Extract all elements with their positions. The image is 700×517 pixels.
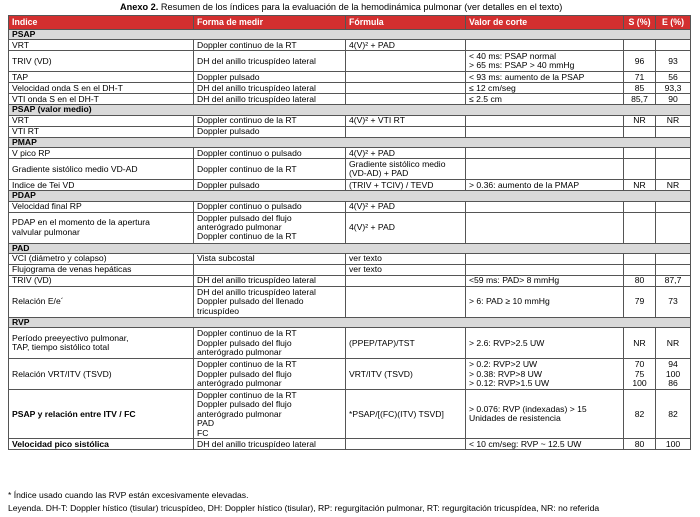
table-row bbox=[9, 126, 691, 137]
cell-e bbox=[656, 40, 691, 51]
cell-formula: (PPEP/TAP)/TST bbox=[346, 328, 466, 359]
cell-indice: Relación E/e´ bbox=[9, 287, 194, 318]
cell-forma: Doppler continuo de la RT Doppler pulsado del flujo anterógrado pulmonar bbox=[194, 359, 346, 390]
cell-e: 93 bbox=[656, 51, 691, 72]
cell-e bbox=[656, 254, 691, 265]
cell-valor-corte: ≤ 2.5 cm bbox=[466, 94, 624, 105]
cell-s bbox=[624, 212, 656, 243]
caption-prefix: Anexo 2. bbox=[120, 2, 159, 12]
cell-valor-corte bbox=[466, 40, 624, 51]
cell-indice: Período preeyectivo pulmonar, TAP, tiempo sistólico total bbox=[9, 328, 194, 359]
cell-indice: PSAP y relación entre ITV / FC bbox=[9, 390, 194, 439]
table-header-row bbox=[9, 16, 691, 30]
table-row bbox=[9, 148, 691, 159]
section-row bbox=[9, 191, 691, 201]
cell-e: 94 100 86 bbox=[656, 359, 691, 390]
cell-formula bbox=[346, 276, 466, 287]
cell-forma: Doppler pulsado bbox=[194, 72, 346, 83]
cell-formula: 4(V)² + PAD bbox=[346, 40, 466, 51]
cell-indice: Flujograma de venas hepáticas bbox=[9, 265, 194, 276]
cell-e bbox=[656, 126, 691, 137]
cell-e: NR bbox=[656, 115, 691, 126]
cell-s bbox=[624, 148, 656, 159]
cell-s: NR bbox=[624, 180, 656, 191]
header-formula: Fórmula bbox=[346, 16, 466, 30]
cell-forma: DH del anillo tricuspídeo lateral bbox=[194, 276, 346, 287]
table-row bbox=[9, 212, 691, 243]
section-label: PMAP bbox=[9, 137, 691, 147]
cell-indice: TAP bbox=[9, 72, 194, 83]
cell-valor-corte: > 6: PAD ≥ 10 mmHg bbox=[466, 287, 624, 318]
cell-indice: Relación VRT/ITV (TSVD) bbox=[9, 359, 194, 390]
cell-forma: Doppler continuo o pulsado bbox=[194, 201, 346, 212]
table-row bbox=[9, 276, 691, 287]
cell-indice: PDAP en el momento de la apertura valvular pulmonar bbox=[9, 212, 194, 243]
cell-s: 70 75 100 bbox=[624, 359, 656, 390]
cell-valor-corte: > 0.076: RVP (indexadas) > 15 Unidades de resistencia bbox=[466, 390, 624, 439]
cell-forma: Doppler continuo de la RT bbox=[194, 159, 346, 180]
cell-forma: Doppler continuo o pulsado bbox=[194, 148, 346, 159]
cell-formula bbox=[346, 94, 466, 105]
cell-indice: VRT bbox=[9, 40, 194, 51]
cell-forma: DH del anillo tricuspídeo lateral bbox=[194, 83, 346, 94]
cell-forma: Doppler continuo de la RT bbox=[194, 40, 346, 51]
cell-forma: Doppler pulsado del flujo anterógrado pulmonar Doppler continuo de la RT bbox=[194, 212, 346, 243]
header-valor-de-corte: Valor de corte bbox=[466, 16, 624, 30]
cell-indice: VTI onda S en el DH-T bbox=[9, 94, 194, 105]
footnote-legend: Leyenda. DH-T: Doppler hístico (tisular) tricuspídeo, DH: Doppler hístico (tisular), RP: regurgitación pulmonar, RT: regurgitación tricuspídea, NR: no referida bbox=[8, 503, 600, 513]
cell-valor-corte bbox=[466, 148, 624, 159]
cell-indice: VCI (diámetro y colapso) bbox=[9, 254, 194, 265]
cell-formula: 4(V)² + PAD bbox=[346, 201, 466, 212]
cell-valor-corte bbox=[466, 201, 624, 212]
cell-formula: ver texto bbox=[346, 265, 466, 276]
footnote-asterisk: * Índice usado cuando las RVP están excesivamente elevadas. bbox=[8, 490, 249, 500]
cell-indice: TRIV (VD) bbox=[9, 51, 194, 72]
table-row bbox=[9, 254, 691, 265]
cell-forma: Vista subcostal bbox=[194, 254, 346, 265]
cell-s: 79 bbox=[624, 287, 656, 318]
cell-valor-corte: < 10 cm/seg: RVP ~ 12.5 UW bbox=[466, 439, 624, 450]
cell-formula: VRT/ITV (TSVD) bbox=[346, 359, 466, 390]
cell-formula: 4(V)² + PAD bbox=[346, 212, 466, 243]
header-indice: Indice bbox=[9, 16, 194, 30]
cell-e: 73 bbox=[656, 287, 691, 318]
header-forma-de-medir: Forma de medir bbox=[194, 16, 346, 30]
cell-forma: DH del anillo tricuspídeo lateral Doppler pulsado del llenado tricuspídeo bbox=[194, 287, 346, 318]
cell-formula: Gradiente sistólico medio (VD-AD) + PAD bbox=[346, 159, 466, 180]
cell-s: 71 bbox=[624, 72, 656, 83]
section-label: PSAP bbox=[9, 30, 691, 40]
cell-s: 96 bbox=[624, 51, 656, 72]
table-row bbox=[9, 439, 691, 450]
table-row bbox=[9, 159, 691, 180]
table-row bbox=[9, 83, 691, 94]
section-label: PAD bbox=[9, 243, 691, 253]
cell-forma: DH del anillo tricuspídeo lateral bbox=[194, 94, 346, 105]
cell-s bbox=[624, 265, 656, 276]
cell-e bbox=[656, 148, 691, 159]
table-body bbox=[9, 30, 691, 450]
cell-indice: TRIV (VD) bbox=[9, 276, 194, 287]
cell-valor-corte: ≤ 12 cm/seg bbox=[466, 83, 624, 94]
table-caption bbox=[120, 2, 562, 12]
table-row bbox=[9, 265, 691, 276]
cell-forma: DH del anillo tricuspídeo lateral bbox=[194, 439, 346, 450]
cell-e: 56 bbox=[656, 72, 691, 83]
cell-forma: DH del anillo tricuspídeo lateral bbox=[194, 51, 346, 72]
table-row bbox=[9, 115, 691, 126]
cell-e: 82 bbox=[656, 390, 691, 439]
cell-e bbox=[656, 201, 691, 212]
section-row bbox=[9, 30, 691, 40]
cell-formula: (TRIV + TCIV) / TEVD bbox=[346, 180, 466, 191]
header-especificidad: E (%) bbox=[656, 16, 691, 30]
cell-forma: Doppler continuo de la RT bbox=[194, 115, 346, 126]
cell-indice: Indice de Tei VD bbox=[9, 180, 194, 191]
section-label: PDAP bbox=[9, 191, 691, 201]
cell-formula: 4(V)² + PAD bbox=[346, 148, 466, 159]
table-row bbox=[9, 287, 691, 318]
cell-valor-corte bbox=[466, 159, 624, 180]
cell-s: 85 bbox=[624, 83, 656, 94]
cell-formula bbox=[346, 51, 466, 72]
cell-formula bbox=[346, 439, 466, 450]
cell-valor-corte bbox=[466, 265, 624, 276]
cell-e: NR bbox=[656, 180, 691, 191]
cell-indice: Velocidad pico sistólica bbox=[9, 439, 194, 450]
table-row bbox=[9, 201, 691, 212]
section-label: PSAP (valor medio) bbox=[9, 105, 691, 115]
cell-forma: Doppler pulsado bbox=[194, 180, 346, 191]
table-row bbox=[9, 390, 691, 439]
cell-s: 80 bbox=[624, 276, 656, 287]
cell-s bbox=[624, 159, 656, 180]
cell-valor-corte bbox=[466, 254, 624, 265]
cell-indice: Velocidad final RP bbox=[9, 201, 194, 212]
cell-s bbox=[624, 254, 656, 265]
cell-e: NR bbox=[656, 328, 691, 359]
cell-e: 87,7 bbox=[656, 276, 691, 287]
cell-s bbox=[624, 40, 656, 51]
cell-s: 85,7 bbox=[624, 94, 656, 105]
cell-formula bbox=[346, 126, 466, 137]
cell-formula: *PSAP/[(FC)(ITV) TSVD] bbox=[346, 390, 466, 439]
cell-e: 100 bbox=[656, 439, 691, 450]
cell-valor-corte bbox=[466, 126, 624, 137]
table-row bbox=[9, 51, 691, 72]
table-row bbox=[9, 94, 691, 105]
cell-forma: Doppler continuo de la RT Doppler pulsado del flujo anterógrado pulmonar bbox=[194, 328, 346, 359]
cell-s bbox=[624, 201, 656, 212]
cell-e bbox=[656, 212, 691, 243]
cell-s bbox=[624, 126, 656, 137]
cell-formula: ver texto bbox=[346, 254, 466, 265]
section-row bbox=[9, 318, 691, 328]
hemodynamics-table bbox=[8, 15, 691, 450]
cell-formula bbox=[346, 83, 466, 94]
cell-valor-corte: > 2.6: RVP>2.5 UW bbox=[466, 328, 624, 359]
cell-formula bbox=[346, 287, 466, 318]
section-row bbox=[9, 137, 691, 147]
cell-indice: V pico RP bbox=[9, 148, 194, 159]
table-row bbox=[9, 72, 691, 83]
cell-forma: Doppler continuo de la RT Doppler pulsado del flujo anterógrado pulmonar PAD FC bbox=[194, 390, 346, 439]
cell-e: 93,3 bbox=[656, 83, 691, 94]
cell-e bbox=[656, 265, 691, 276]
cell-valor-corte: <59 ms: PAD> 8 mmHg bbox=[466, 276, 624, 287]
section-row bbox=[9, 105, 691, 115]
table-row bbox=[9, 328, 691, 359]
cell-e: 90 bbox=[656, 94, 691, 105]
table-row bbox=[9, 359, 691, 390]
cell-indice: Velocidad onda S en el DH-T bbox=[9, 83, 194, 94]
cell-indice: VRT bbox=[9, 115, 194, 126]
cell-valor-corte bbox=[466, 212, 624, 243]
cell-s: NR bbox=[624, 115, 656, 126]
cell-valor-corte: > 0.2: RVP>2 UW > 0.38: RVP>8 UW > 0.12: RVP>1.5 UW bbox=[466, 359, 624, 390]
cell-valor-corte: > 0.36: aumento de la PMAP bbox=[466, 180, 624, 191]
table-row bbox=[9, 40, 691, 51]
cell-s: 82 bbox=[624, 390, 656, 439]
cell-s: 80 bbox=[624, 439, 656, 450]
section-row bbox=[9, 243, 691, 253]
cell-s: NR bbox=[624, 328, 656, 359]
caption-text: Resumen de los índices para la evaluación de la hemodinámica pulmonar (ver detalles en el texto) bbox=[160, 2, 563, 12]
table-row bbox=[9, 180, 691, 191]
header-sensibilidad: S (%) bbox=[624, 16, 656, 30]
section-label: RVP bbox=[9, 318, 691, 328]
cell-forma bbox=[194, 265, 346, 276]
cell-e bbox=[656, 159, 691, 180]
cell-formula bbox=[346, 72, 466, 83]
cell-indice: VTI RT bbox=[9, 126, 194, 137]
cell-valor-corte: < 93 ms: aumento de la PSAP bbox=[466, 72, 624, 83]
cell-indice: Gradiente sistólico medio VD-AD bbox=[9, 159, 194, 180]
cell-valor-corte bbox=[466, 115, 624, 126]
cell-valor-corte: < 40 ms: PSAP normal > 65 ms: PSAP > 40 mmHg bbox=[466, 51, 624, 72]
cell-formula: 4(V)² + VTI RT bbox=[346, 115, 466, 126]
cell-forma: Doppler pulsado bbox=[194, 126, 346, 137]
